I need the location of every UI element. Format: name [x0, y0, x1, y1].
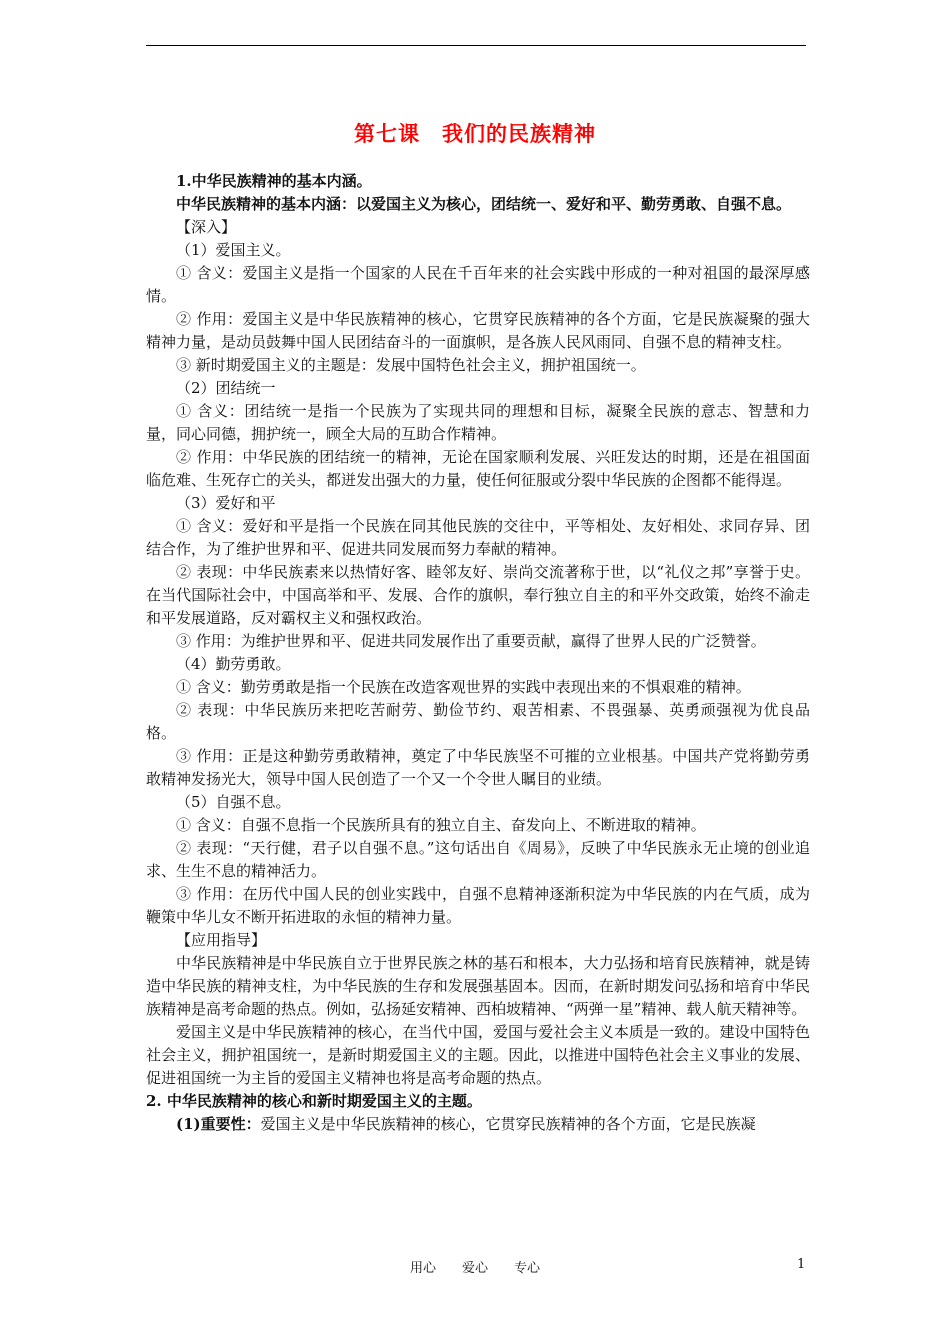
- paragraph: [146, 1113, 810, 1136]
- paragraph: （2）团结统一: [176, 379, 276, 397]
- paragraph: 【深入】: [176, 218, 237, 236]
- paragraph: （5）自强不息。: [176, 793, 291, 811]
- document-body: [146, 170, 810, 1136]
- footer-motto: 用心 爱心 专心: [409, 1261, 540, 1276]
- page-title: 第七课 我们的民族精神: [354, 121, 596, 146]
- paragraph: （1）爱国主义。: [176, 241, 291, 259]
- header-rule: [146, 45, 806, 46]
- paragraph: ③ 新时期爱国主义的主题是：发展中国特色社会主义，拥护祖国统一。: [176, 356, 646, 374]
- page-number: 1: [797, 1257, 806, 1272]
- paragraph: ② 表现：中华民族素来以热情好客、睦邻友好、崇尚交流著称于世，以“礼仪之邦”享誉于史。在当代国际社会中，中国高举和平、发展、合作的旗帜，奉行独立自主的和平外交政策，始终不渝走和平发展道路，反对霸权主义和强权政治。: [146, 563, 810, 627]
- paragraph: （3）爱好和平: [176, 494, 276, 512]
- paragraph: ③ 作用：在历代中国人民的创业实践中，自强不息精神逐渐积淀为中华民族的内在气质，成为鞭策中华儿女不断开拓进取的永恒的精神力量。: [146, 885, 810, 926]
- section-1-heading: 1.中华民族精神的基本内涵。: [176, 172, 372, 190]
- paragraph: ② 作用：中华民族的团结统一的精神，无论在国家顺利发展、兴旺发达的时期，还是在祖国面临危难、生死存亡的关头，都迸发出强大的力量，使任何征服或分裂中华民族的企图都不能得逞。: [146, 448, 810, 489]
- paragraph: 中华民族精神是中华民族自立于世界民族之林的基石和根本，大力弘扬和培育民族精神，就是铸造中华民族的精神支柱，为中华民族的生存和发展强基固本。因而，在新时期发问弘扬和培育中华民族精神是高考命题的热点。例如，弘扬延安精神、西柏坡精神、“两弹一星”精神、载人航天精神等。: [146, 954, 810, 1018]
- paragraph: ① 含义：团结统一是指一个民族为了实现共同的理想和目标，凝聚全民族的意志、智慧和力量，同心同德，拥护统一，顾全大局的互助合作精神。: [146, 402, 810, 443]
- paragraph: ② 表现：中华民族历来把吃苦耐劳、勤俭节约、艰苦相素、不畏强暴、英勇顽强视为优良品格。: [146, 701, 810, 742]
- paragraph: 【应用指导】: [176, 931, 267, 949]
- paragraph: ② 作用：爱国主义是中华民族精神的核心，它贯穿民族精神的各个方面，它是民族凝聚的强大精神力量，是动员鼓舞中国人民团结奋斗的一面旗帜，是各族人民风雨同、自强不息的精神支柱。: [146, 310, 810, 351]
- paragraph: ① 含义：自强不息指一个民族所具有的独立自主、奋发向上、不断进取的精神。: [176, 816, 706, 834]
- paragraph: ① 含义：爱国主义是指一个国家的人民在千百年来的社会实践中形成的一种对祖国的最深厚感情。: [146, 264, 810, 305]
- paragraph: 爱国主义是中华民族精神的核心，在当代中国，爱国与爱社会主义本质是一致的。建设中国特色社会主义，拥护祖国统一，是新时期爱国主义的主题。因此，以推进中国特色社会主义事业的发展、促进祖国统一为主旨的爱国主义精神也将是高考命题的热点。: [146, 1023, 810, 1087]
- paragraph: ① 含义：爱好和平是指一个民族在同其他民族的交往中，平等相处、友好相处、求同存异、团结合作，为了维护世界和平、促进共同发展而努力奉献的精神。: [146, 517, 810, 558]
- paragraph: ③ 作用：正是这种勤劳勇敢精神，奠定了中华民族坚不可摧的立业根基。中国共产党将勤劳勇敢精神发扬光大，领导中国人民创造了一个又一个令世人瞩目的业绩。: [146, 747, 810, 788]
- paragraph: 中华民族精神的基本内涵：以爱国主义为核心，团结统一、爱好和平、勤劳勇敢、自强不息。: [176, 195, 792, 213]
- section-2-heading: 2. 中华民族精神的核心和新时期爱国主义的主题。: [146, 1092, 482, 1110]
- paragraph: ② 表现：“天行健，君子以自强不息。”这句话出自《周易》，反映了中华民族永无止境的创业追求、生生不息的精神活力。: [146, 839, 810, 880]
- paragraph: （4）勤劳勇敢。: [176, 655, 291, 673]
- paragraph-lead: (1)重要性：: [176, 1115, 261, 1133]
- paragraph: ③ 作用：为维护世界和平、促进共同发展作出了重要贡献，赢得了世界人民的广泛赞誉。: [176, 632, 766, 650]
- paragraph-text: 爱国主义是中华民族精神的核心，它贯穿民族精神的各个方面，它是民族凝: [260, 1115, 756, 1133]
- paragraph: ① 含义：勤劳勇敢是指一个民族在改造客观世界的实践中表现出来的不惧艰难的精神。: [176, 678, 751, 696]
